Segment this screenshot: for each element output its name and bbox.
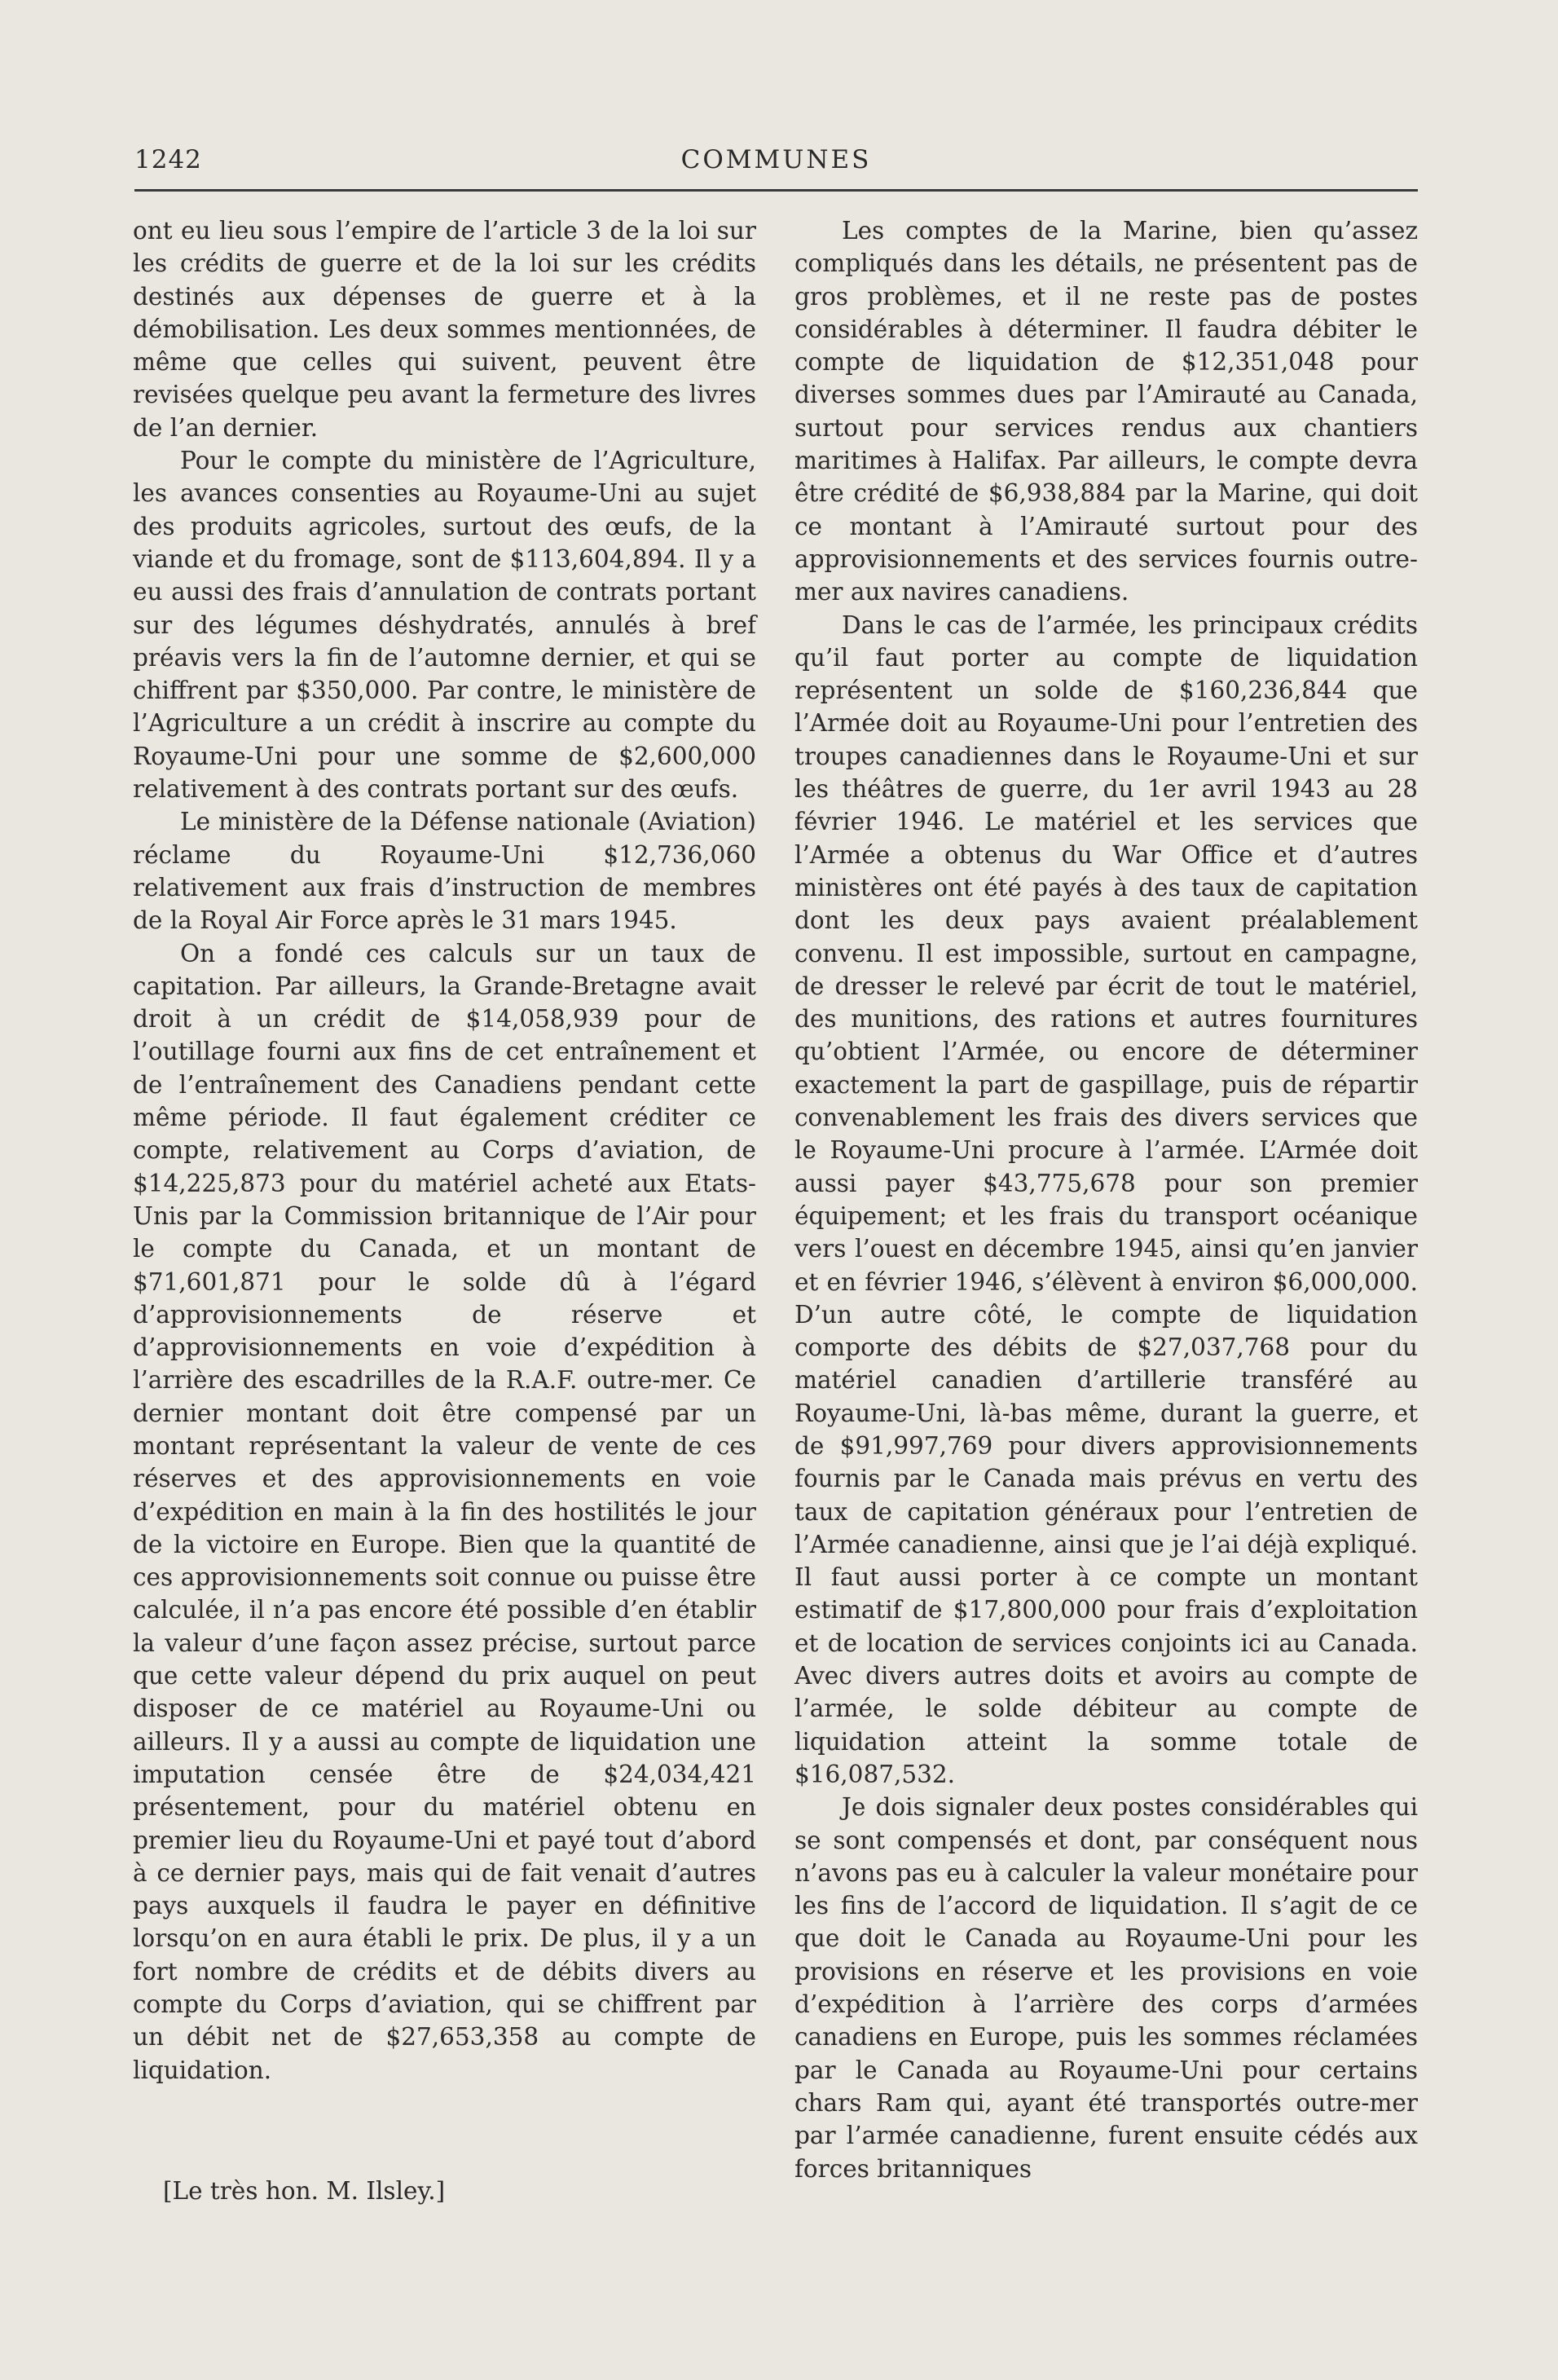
speaker-attribution: [Le très hon. M. Ilsley.] (163, 2177, 446, 2205)
left-column (133, 214, 756, 2087)
paragraph: ont eu lieu sous l’empire de l’article 3 de la loi sur les crédits de guerre et de la loi sur les crédits destinés aux dépenses de guerre et à la démobilisation. Les deux sommes mentionnées, de même que celles qui suivent, peuvent être revisées quelque peu avant la fermeture des livres de l’an dernier. (133, 217, 756, 442)
header-rule (134, 189, 1418, 192)
paragraph: Dans le cas de l’armée, les principaux crédits qu’il faut porter au compte de liquidation représentent un solde de $160,236,844 que l’Armée doit au Royaume-Uni pour l’entretien des troupes canadiennes dans le Royaume-Uni et sur les théâtres de guerre, du 1er avril 1943 au 28 février 1946. Le matériel et les services que l’Armée a obtenus du War Office et d’autres ministères ont été payés à des taux de capitation dont les deux pays avaient préalablement convenu. Il est impossible, surtout en campagne, de dresser le relevé par écrit de tout le matériel, des munitions, des rations et autres fournitures qu’obtient l’Armée, ou encore de déterminer exactement la part de gaspillage, puis de répartir convenablement les frais des divers services que le Royaume-Uni procure à l’armée. L’Armée doit aussi payer $43,775,678 pour son premier équipement; et les frais du transport océanique vers l’ouest en décembre 1945, ainsi qu’en janvier et en février 1946, s’élèvent à environ $6,000,000. D’un autre côté, le compte de liquidation comporte des débits de $27,037,768 pour du matériel canadien d’artillerie transféré au Royaume-Uni, là-bas même, durant la guerre, et de $91,997,769 pour divers approvisionnements fournis par le Canada mais prévus en vertu des taux de capitation généraux pour l’entretien de l’Armée canadienne, ainsi que je l’ai déjà expliqué. Il faut aussi porter à ce compte un montant estimatif de $17,800,000 pour frais d’exploitation et de location de services conjoints ici au Canada. Avec divers autres doits et avoirs au compte de l’armée, le solde débiteur au compte de liquidation atteint la somme totale de $16,087,532. (794, 610, 1418, 1788)
page-number: 1242 (134, 145, 202, 174)
paragraph: On a fondé ces calculs sur un taux de capitation. Par ailleurs, la Grande-Bretagne avait droit à un crédit de $14,058,939 pour de l’outillage fourni aux fins de cet entraînement et de l’entraînement des Canadiens pendant cette même période. Il faut également créditer ce compte, relativement au Corps d’aviation, de $14,225,873 pour du matériel acheté aux Etats-Unis par la Commission britannique de l’Air pour le compte du Canada, et un montant de $71,601,871 pour le solde dû à l’égard d’approvisionnements de réserve et d’approvisionnements en voie d’expédition à l’arrière des escadrilles de la R.A.F. outre-mer. Ce dernier montant doit être compensé par un montant représentant la valeur de vente de ces réserves et des approvisionnements en voie d’expédition en main à la fin des hostilités le jour de la victoire en Europe. Bien que la quantité de ces approvisionnements soit connue ou puisse être calculée, il n’a pas encore été possible d’en établir la valeur d’une façon assez précise, surtout parce que cette valeur dépend du prix auquel on peut disposer de ce matériel au Royaume-Uni ou ailleurs. Il y a aussi au compte de liquidation une imputation censée être de $24,034,421 présentement, pour du matériel obtenu en premier lieu du Royaume-Uni et payé tout d’abord à ce dernier pays, mais qui de fait venait d’autres pays auxquels il faudra le payer en définitive lorsqu’on en aura établi le prix. De plus, il y a un fort nombre de crédits et de débits divers au compte du Corps d’aviation, qui se chiffrent par un débit net de $27,653,358 au compte de liquidation. (133, 939, 756, 2084)
paragraph: Je dois signaler deux postes considérables qui se sont compensés et dont, par conséquent nous n’avons pas eu à calculer la valeur monétaire pour les fins de l’accord de liquidation. Il s’agit de ce que doit le Canada au Royaume-Uni pour les provisions en réserve et les provisions en voie d’expédition à l’arrière des corps d’armées canadiens en Europe, puis les sommes réclamées par le Canada au Royaume-Uni pour certains chars Ram qui, ayant été transportés outre-mer par l’armée canadienne, furent ensuite cédés aux forces britanniques (794, 1793, 1418, 2183)
paragraph: Pour le compte du ministère de l’Agriculture, les avances consenties au Royaume-Uni au sujet des produits agricoles, surtout des œufs, de la viande et du fromage, sont de $113,604,894. Il y a eu aussi des frais d’annulation de contrats portant sur des légumes déshydratés, annulés à bref préavis vers la fin de l’automne dernier, et qui se chiffrent par $350,000. Par contre, le ministère de l’Agriculture a un crédit à inscrire au compte du Royaume-Uni pour une somme de $2,600,000 relativement à des contrats portant sur des œufs. (133, 447, 756, 804)
running-head: COMMUNES (680, 145, 872, 174)
page-header (134, 139, 1418, 187)
paragraph: Les comptes de la Marine, bien qu’assez compliqués dans les détails, ne présentent pas de gros problèmes, et il ne reste pas de postes considérables à déterminer. Il faudra débiter le compte de liquidation de $12,351,048 pour diverses sommes dues par l’Amirauté au Canada, surtout pour services rendus aux chantiers maritimes à Halifax. Par ailleurs, le compte devra être crédité de $6,938,884 par la Marine, qui doit ce montant à l’Amirauté surtout pour des approvisionnements et des services fournis outre-mer aux navires canadiens. (794, 217, 1418, 606)
paragraph: Le ministère de la Défense nationale (Aviation) réclame du Royaume-Uni $12,736,060 relativement aux frais d’instruction de membres de la Royal Air Force après le 31 mars 1945. (133, 808, 756, 935)
right-column (794, 214, 1418, 2185)
